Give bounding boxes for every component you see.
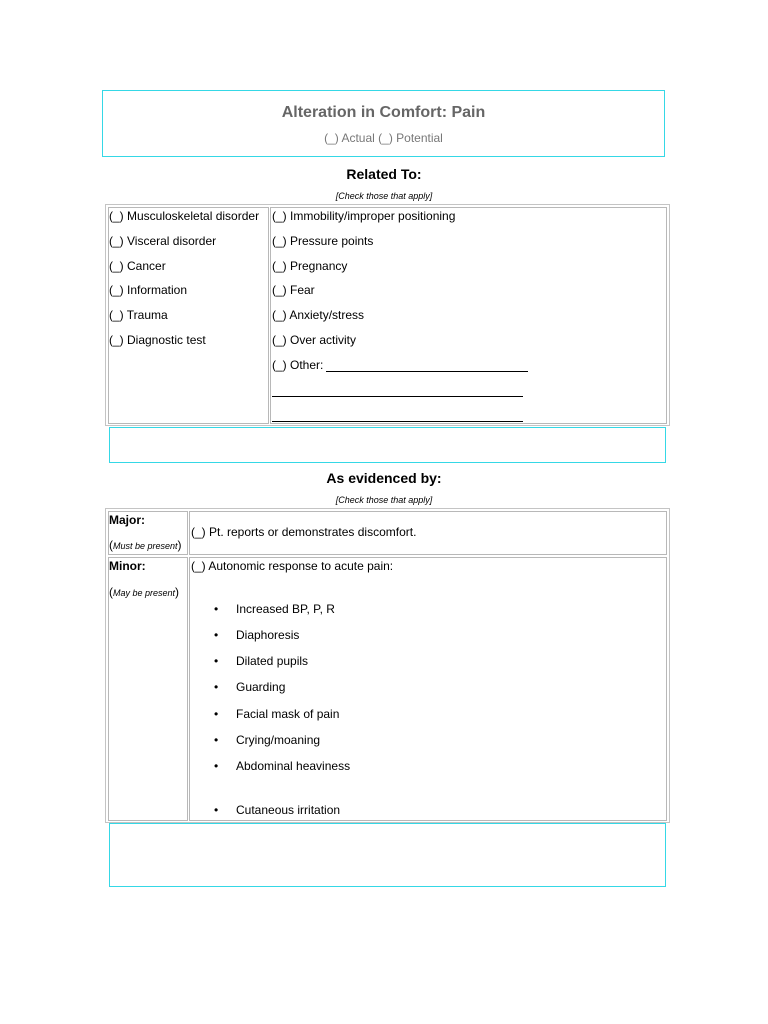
evidence-notes-box[interactable]	[109, 823, 666, 887]
major-note: (Must be present)	[109, 538, 182, 552]
other-underline	[326, 371, 528, 372]
other-underline-3	[272, 421, 523, 422]
bullet-item: Abdominal heaviness	[236, 759, 351, 773]
minor-text: (_) Autonomic response to acute pain:	[191, 559, 394, 573]
related-left-item: (_) Diagnostic test	[109, 333, 206, 347]
page-title: Alteration in Comfort: Pain	[281, 104, 486, 121]
bullet-marker: •	[214, 707, 219, 721]
bullet-marker: •	[214, 628, 219, 642]
header-box	[102, 90, 665, 157]
related-left-item: (_) Cancer	[109, 259, 166, 273]
related-right-item: (_) Pregnancy	[272, 259, 348, 273]
bullet-marker: •	[214, 733, 219, 747]
related-right-item: (_) Pressure points	[272, 234, 374, 248]
related-left-item: (_) Information	[109, 283, 188, 297]
related-right-item: (_) Anxiety/stress	[272, 308, 365, 322]
page-subtitle: (_) Actual (_) Potential	[324, 131, 443, 145]
related-right-item: (_) Fear	[272, 283, 315, 297]
other-underline-2	[272, 396, 523, 397]
minor-note: (May be present)	[109, 585, 180, 599]
evidence-heading: As evidenced by:	[326, 470, 442, 486]
bullet-marker: •	[214, 680, 219, 694]
evidence-instruction: [Check those that apply]	[335, 495, 433, 505]
related-left-item: (_) Trauma	[109, 308, 168, 322]
bullet-item: Diaphoresis	[236, 628, 300, 642]
major-note-text: Must be present	[113, 541, 178, 551]
bullet-marker: •	[214, 803, 219, 817]
bullet-item: Increased BP, P, R	[236, 602, 335, 616]
major-label: Major:	[109, 513, 145, 527]
bullet-item: Guarding	[236, 680, 286, 694]
related-heading: Related To:	[346, 166, 422, 182]
bullet-item: Cutaneous irritation	[236, 803, 341, 817]
related-notes-box[interactable]	[109, 427, 666, 463]
bullet-item: Facial mask of pain	[236, 707, 340, 721]
related-other-item: (_) Other:	[272, 358, 324, 372]
major-text: (_) Pt. reports or demonstrates discomfort.	[191, 525, 417, 539]
bullet-item: Crying/moaning	[236, 733, 321, 747]
related-right-item: (_) Over activity	[272, 333, 357, 347]
related-instruction: [Check those that apply]	[335, 191, 433, 201]
bullet-marker: •	[214, 654, 219, 668]
bullet-item: Dilated pupils	[236, 654, 309, 668]
minor-label: Minor:	[109, 559, 146, 573]
related-left-item: (_) Musculoskeletal disorder	[109, 209, 260, 223]
bullet-marker: •	[214, 759, 219, 773]
minor-note-text: May be present	[113, 588, 176, 598]
related-right-item: (_) Immobility/improper positioning	[272, 209, 456, 223]
related-left-item: (_) Visceral disorder	[109, 234, 217, 248]
bullet-marker: •	[214, 602, 219, 616]
